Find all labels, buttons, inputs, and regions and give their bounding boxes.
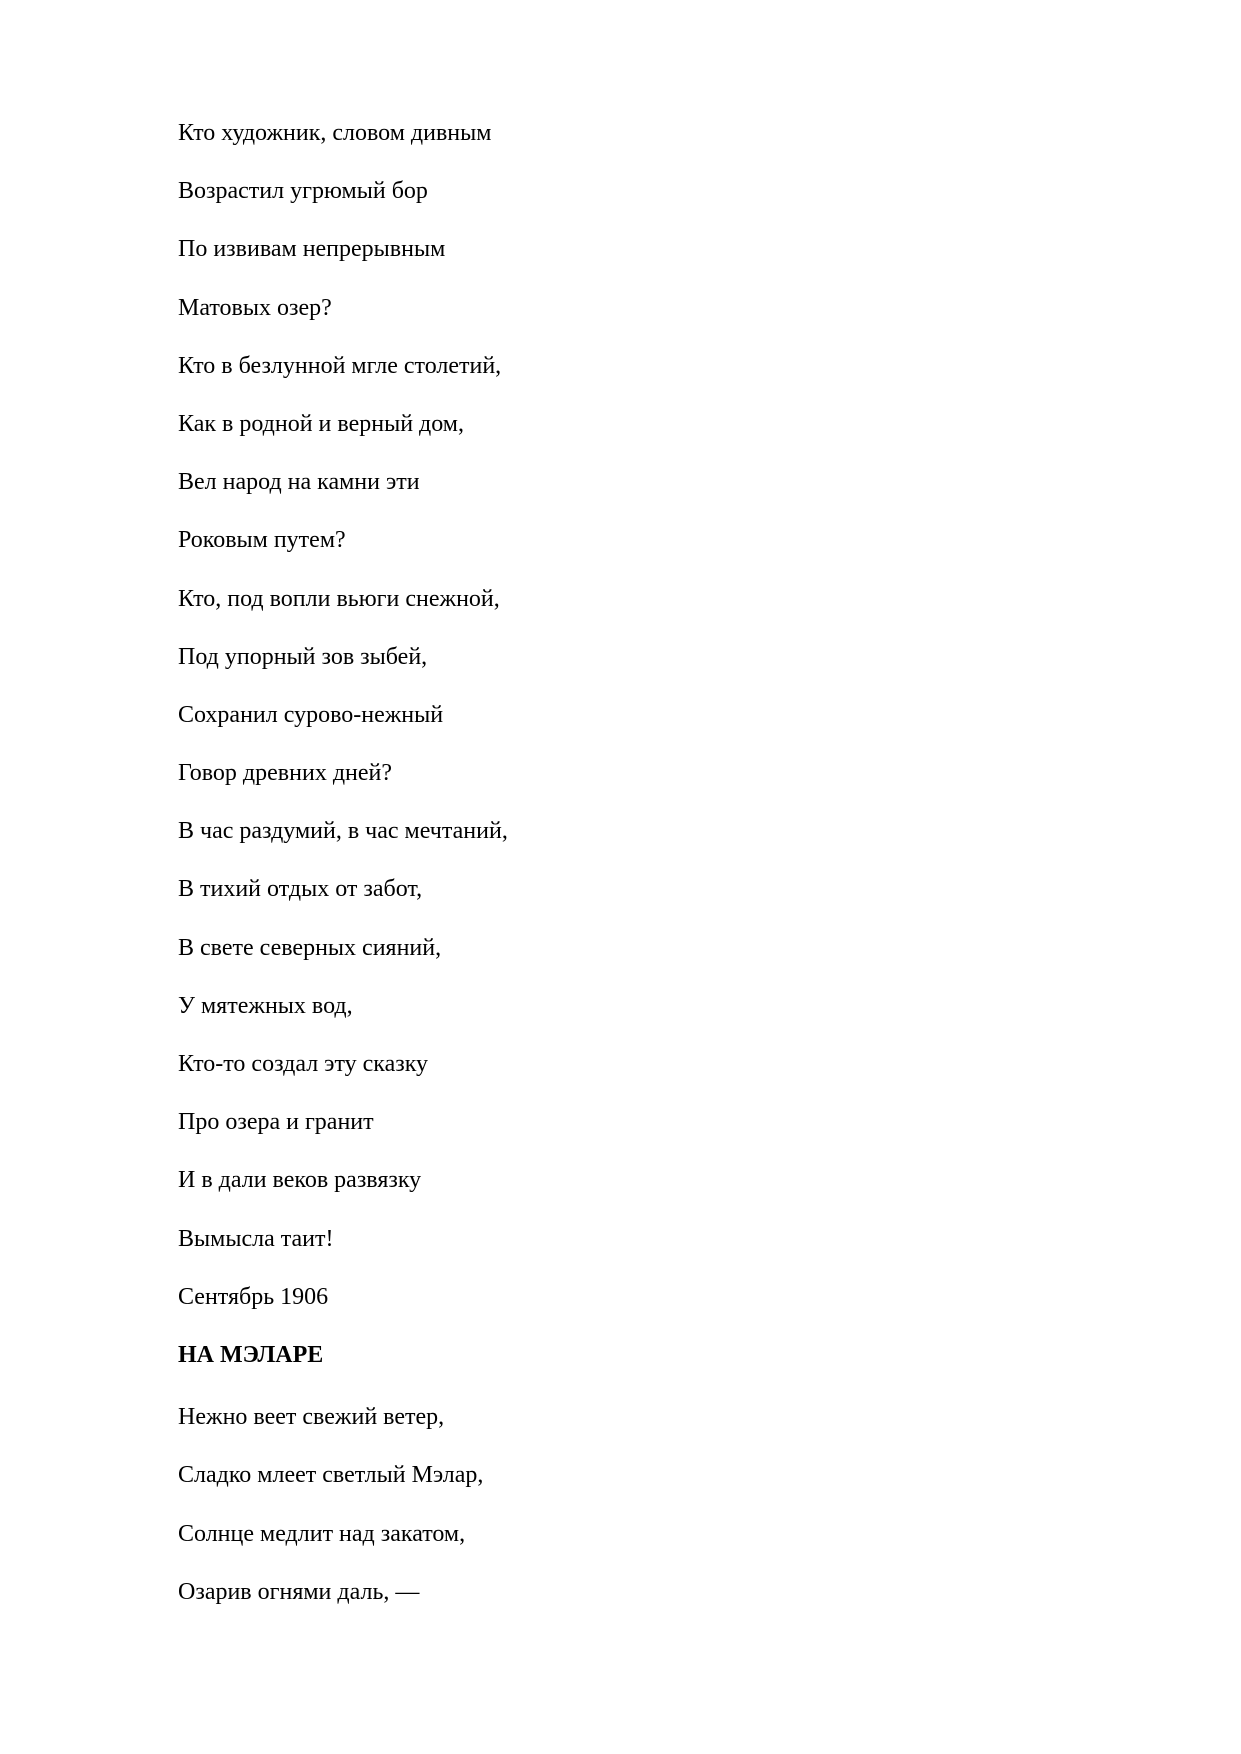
poem-line: Кто-то создал эту сказку <box>178 1051 429 1077</box>
poem-line: И в дали веков развязку <box>178 1167 422 1194</box>
poem-1 <box>178 112 1078 1334</box>
poem-line: В час раздумий, в час мечтаний, <box>178 818 508 845</box>
poem-line: Говор древних дней? <box>178 760 393 787</box>
poem-line: Роковым путем? <box>178 527 346 554</box>
poem-line: У мятежных вод, <box>178 992 353 1019</box>
poem-text-column <box>178 112 1078 1629</box>
poem-line: Озарив огнями даль, — <box>178 1578 420 1605</box>
poem-line: По извивам непрерывным <box>178 236 446 263</box>
poem-line: Вел народ на камни эти <box>178 469 420 496</box>
poem-line: Возрастил угрюмый бор <box>178 178 428 205</box>
poem-line: Как в родной и верный дом, <box>178 410 464 437</box>
poem-line: Матовых озер? <box>178 294 332 321</box>
poem-line: Вымысла таит! <box>178 1225 334 1252</box>
poem-line: Кто, под вопли вьюги снежной, <box>178 585 500 612</box>
poem-line: Солнце медлит над закатом, <box>178 1520 466 1547</box>
poem-2 <box>178 1334 1078 1629</box>
poem-line: Нежно веет свежий ветер, <box>178 1404 445 1431</box>
poem-line: Сохранил сурово-нежный <box>178 701 444 728</box>
poem-line: Кто в безлунной мгле столетий, <box>178 352 502 379</box>
poem-line: В тихий отдых от забот, <box>178 876 423 903</box>
poem-line: Про озера и гранит <box>178 1109 374 1136</box>
poem-line: Сладко млеет светлый Мэлар, <box>178 1462 484 1489</box>
poem-line: В свете северных сияний, <box>178 934 442 961</box>
poem-line: Под упорный зов зыбей, <box>178 643 428 670</box>
poem-line: Кто художник, словом дивным <box>178 120 492 146</box>
poem-title: НА МЭЛАРЕ <box>178 1341 324 1368</box>
poem-date: Сентябрь 1906 <box>178 1283 329 1310</box>
